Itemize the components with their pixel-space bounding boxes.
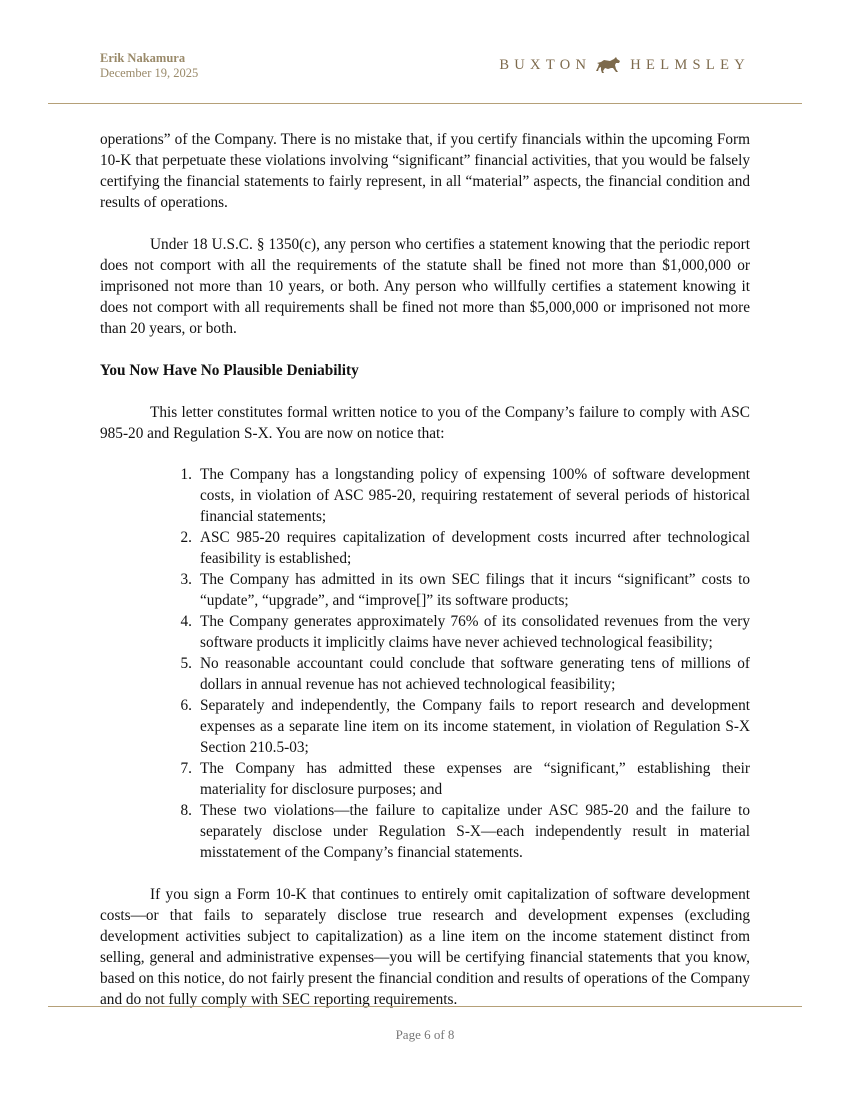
section-heading: You Now Have No Plausible Deniability — [100, 362, 359, 379]
paragraph-notice: This letter constitutes formal written notice to you of the Company’s failure to comply with ASC 985-20 and Regulation S-X. You are now on notice that: — [100, 404, 750, 442]
list-item: 6. Separately and independently, the Company fails to report research and development expenses as a separate line item on its income statement, in violation of Regulation S-X Section 210.5-03; — [180, 697, 750, 756]
violations-list — [100, 464, 750, 863]
header-date: December 19, 2025 — [100, 66, 199, 80]
page-number: Page 6 of 8 — [395, 1027, 455, 1042]
list-item: 3. The Company has admitted in its own SEC filings that it incurs “significant” costs to “update”, “upgrade”, and “improve[]” its software products; — [180, 571, 750, 609]
paragraph-continuation: operations” of the Company. There is no mistake that, if you certify financials within the upcoming Form 10-K that perpetuate these violations involving “significant” financial activities, that you would be falsely certifying the financial statements to fairly represent, in all “material” aspects, the financial condition and results of operations. — [100, 131, 750, 211]
header-author: Erik Nakamura — [100, 51, 186, 65]
list-item: 2. ASC 985-20 requires capitalization of development costs incurred after technological feasibility is established; — [180, 529, 750, 567]
paragraph-conclusion: If you sign a Form 10-K that continues to entirely omit capitalization of software development costs—or that fails to separately disclose true research and development expenses (excluding development activities subject to capitalization) as a line item on the income statement distinct from selling, general and administrative expenses—you will be certifying financial statements that you know, based on this notice, do not fairly present the financial condition and results of operations of the Company and do not fully comply with SEC reporting requirements. — [100, 886, 750, 1008]
list-item: 1. The Company has a longstanding policy of expensing 100% of software development costs, in violation of ASC 985-20, requiring restatement of several periods of historical financial statements; — [180, 466, 750, 525]
horse-icon — [595, 56, 621, 74]
list-item: 4. The Company generates approximately 76% of its consolidated revenues from the very software products it implicitly claims have never achieved technological feasibility; — [180, 613, 750, 651]
letter-body — [100, 129, 750, 1010]
list-item: 5. No reasonable accountant could conclude that software generating tens of millions of dollars in annual revenue has not achieved technological feasibility; — [180, 655, 750, 693]
paragraph-penalties: Under 18 U.S.C. § 1350(c), any person who certifies a statement knowing that the periodic report does not comport with all the requirements of the statute shall be fined not more than $1,000,000 or imprisoned not more than 10 years, or both. Any person who willfully certifies a statement knowing it does not comport with all requirements shall be fined not more than $5,000,000 or imprisoned not more than 20 years, or both. — [100, 236, 750, 337]
footer-divider — [48, 1006, 802, 1007]
brand-name-right: HELMSLEY — [630, 56, 750, 73]
brand-logo — [499, 54, 750, 76]
list-item: 7. The Company has admitted these expenses are “significant,” establishing their materiality for disclosure purposes; and — [180, 760, 750, 798]
brand-name-left: BUXTON — [499, 56, 592, 73]
list-item: 8. These two violations—the failure to capitalize under ASC 985-20 and the failure to separately disclose under Regulation S-X—each independently result in material misstatement of the Company’s financial statements. — [180, 802, 750, 861]
header-divider — [48, 103, 802, 104]
